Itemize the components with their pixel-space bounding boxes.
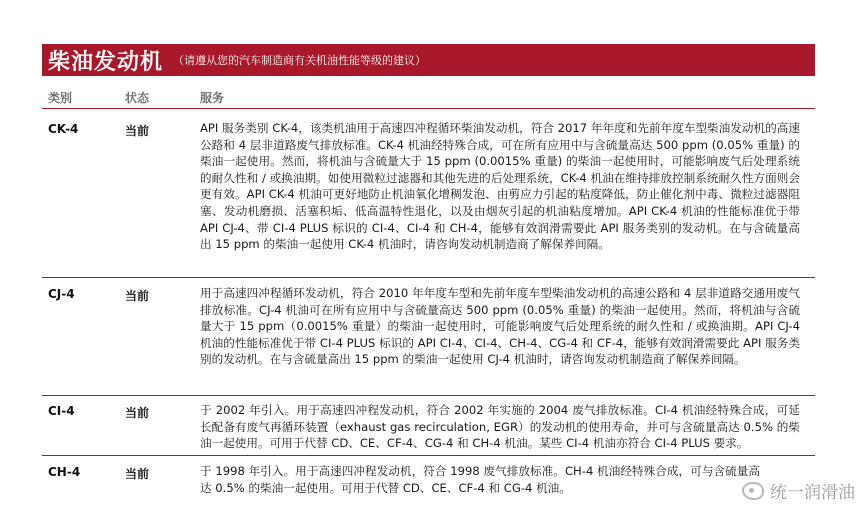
column-header-service: 服务 <box>200 91 225 105</box>
column-header-status: 状态 <box>125 91 150 105</box>
table-row <box>42 455 815 503</box>
column-header-category: 类别 <box>48 91 73 105</box>
table-row <box>42 395 815 456</box>
weibo-logo-icon <box>742 482 764 500</box>
section-title-bar <box>42 44 815 76</box>
section-subtitle: （请遵从您的汽车制造商有关机油性能等级的建议） <box>173 54 427 67</box>
row-service-description: 于 1998 年引入。用于高速四冲程发动机，符合 1998 废气排放标准。CH-4 机油经特殊合成，可与含硫量高达 0.5% 的柴油一起使用。可用于代替 CD、CE、CF-4 和 CG-4 机油。 <box>200 464 760 495</box>
table-header <box>42 86 815 109</box>
row-category: CI-4 <box>48 404 75 418</box>
row-category: CK-4 <box>48 122 79 136</box>
row-service-description: 于 2002 年引入。用于高速四冲程发动机，符合 2002 年实施的 2004 废气排放标准。CI-4 机油经特殊合成，可延长配备有废气再循环装置（exhaust gas recirculation, EGR）的发动机的使用寿命，并可与含硫量高达 0.5% 的柴油一起使用。可用于代替 CD、CE、CF-4、CG-4 和 CH-4 机油。某些 CI-4 机油亦符合 CI-4 PLUS 要求。 <box>200 403 800 451</box>
row-service-description: 用于高速四冲程循环发动机，符合 2010 年年度车型和先前年度车型柴油发动机的高速公路和 4 层非道路交通用废气排放标准。CJ-4 机油可在所有应用中与含硫量高达 500 ppm (0.05% 重量) 的柴油一起使用。然而，将机油与含硫量大于 15 ppm（0.0015% 重量）的柴油一起使用时，可能影响废气后处理系统的耐久性和 / 或换油期。API CJ-4 机油的性能标准优于带 CI-4 PLUS 标识的 API CI-4、CI-4、CH-4、CG-4 和 CF-4，能够有效润滑需要此 API 服务类别的发动机。在与含硫量高出 15 ppm 的柴油一起使用 CJ-4 机油时，请咨询发动机制造商了解保养间隔。 <box>200 286 800 367</box>
row-status: 当前 <box>125 124 150 138</box>
table-row <box>42 110 815 278</box>
row-status: 当前 <box>125 467 150 481</box>
watermark <box>742 478 855 503</box>
section-title: 柴油发动机 <box>48 49 164 75</box>
watermark-text: 统一润滑油 <box>770 483 855 503</box>
table-row <box>42 277 815 396</box>
row-category: CH-4 <box>48 465 81 479</box>
row-service-description: API 服务类别 CK-4，该类机油用于高速四冲程循环柴油发动机，符合 2017 年年度和先前年度车型柴油发动机的高速公路和 4 层非道路废气排放标准。CK-4 机油经特殊合成，可在所有应用中与含硫量高达 500 ppm (0.05% 重量) 的柴油一起使用。然而，将机油与含硫量大于 15 ppm (0.0015% 重量) 的柴油一起使用时，可能影响废气后处理系统的耐久性和 / 或换油期。如使用微粒过滤器和其他先进的后处理系统，CK-4 机油在维持排放控制系统耐久性方面则会更有效。API CK-4 机油可更好地防止机油氧化增稠发泡、由剪应力引起的粘度降低，防止催化剂中毒、微粒过滤器阻塞、发动机磨损、活塞积垢、低高温特性退化，以及由烟灰引起的机油粘度增加。API CK-4 机油的性能标准优于带 API CJ-4、带 CI-4 PLUS 标识的 CI-4、CI-4 和 CH-4，能够有效润滑需要此 API 服务类别的发动机。在与含硫量高出 15 ppm 的柴油一起使用 CK-4 机油时，请咨询发动机制造商了解保养间隔。 <box>200 121 800 252</box>
row-category: CJ-4 <box>48 287 75 301</box>
row-status: 当前 <box>125 289 150 303</box>
row-status: 当前 <box>125 406 150 420</box>
